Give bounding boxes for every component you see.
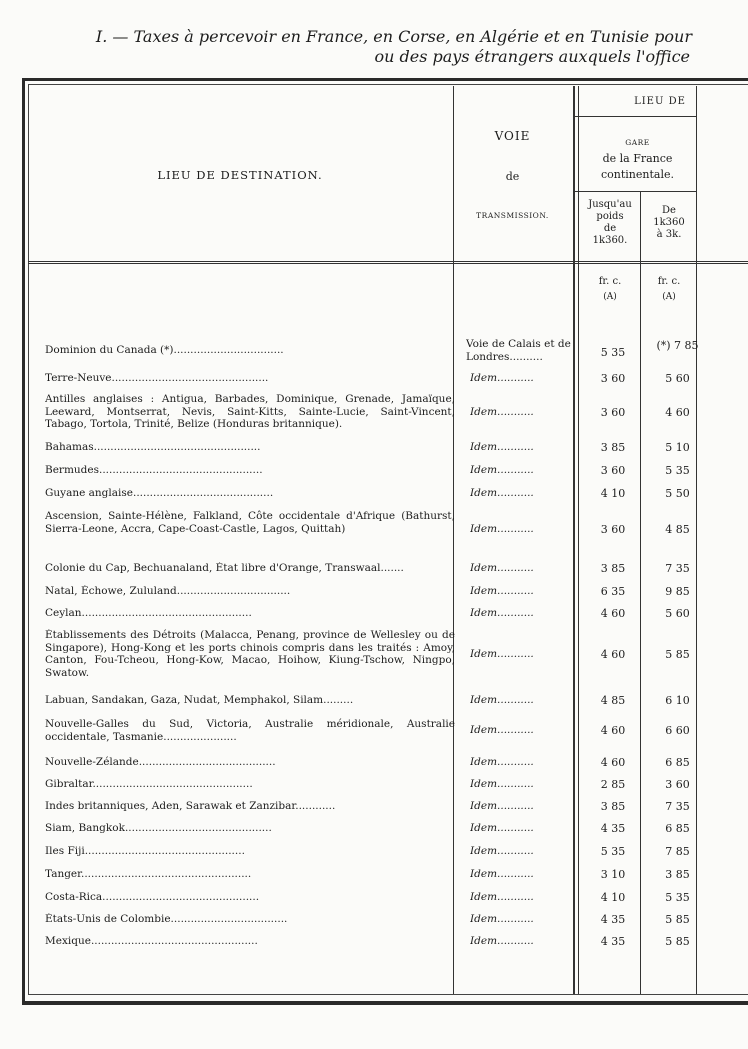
header-voie: VOIE — [494, 129, 531, 143]
rate-cell-1k360-to-3k: 5 85 — [665, 913, 690, 926]
header-de: de — [505, 170, 520, 183]
transmission-cell: Idem........... — [470, 372, 534, 384]
rate-cell-1k360-to-3k: 5 60 — [665, 607, 690, 620]
unit-label-col1: fr. c. — [598, 276, 622, 287]
note-label-col2: (A) — [662, 292, 676, 302]
subheader-text: De — [662, 205, 676, 216]
transmission-cell: Voie de Calais et de Londres.......... — [466, 338, 571, 363]
rate-cell-up-to-1k360: 3 60 — [600, 405, 626, 419]
transmission-cell: Idem........... — [470, 913, 534, 925]
header-gare: GARE — [625, 138, 650, 147]
rate-cell-1k360-to-3k: 6 60 — [665, 724, 690, 738]
destination-cell: Tanger................................................... — [45, 868, 252, 880]
transmission-cell: Idem........... — [470, 522, 534, 535]
rate-cell-up-to-1k360: 3 60 — [600, 522, 626, 536]
rate-cell-up-to-1k360: 4 60 — [600, 756, 626, 769]
destination-cell: Mexique.................................................. — [45, 935, 258, 947]
destination-cell: Ascension, Sainte-Hélène, Falkland, Côte occidentale d'Afrique (Bathurst, Sierra-Leone, Accra, Cape-Coast-Castle, Lagos, Quittah) — [45, 510, 455, 535]
destination-cell: Costa-Rica............................................... — [45, 891, 260, 903]
header-transmission: TRANSMISSION. — [476, 211, 549, 220]
rate-cell-up-to-1k360: 3 60 — [600, 464, 626, 477]
destination-cell: Ceylan................................................... — [45, 607, 252, 619]
rate-cell-1k360-to-3k: 5 60 — [665, 372, 690, 385]
transmission-cell: Idem........... — [470, 562, 534, 574]
destination-cell: Nouvelle-Zélande......................................... — [45, 756, 276, 768]
rate-cell-1k360-to-3k: 3 60 — [665, 778, 690, 791]
destination-cell: Établissements des Détroits (Malacca, Penang, province de Wellesley ou de Singapore), Hong-Kong et les ports chinois compris dans les traités : Amoy, Canton, Fou-Tcheou, Hong-Kow, Macao, Hoihow, Kiung-Tschow, Ningpo, Swatow. — [45, 629, 455, 679]
rate-cell-up-to-1k360: 4 60 — [600, 647, 626, 661]
destination-cell: Natal, Échowe, Zululand.................................. — [45, 585, 291, 597]
destination-cell: Colonie du Cap, Bechuanaland, État libre d'Orange, Transwaal....... — [45, 562, 404, 574]
note-label-col1: (A) — [603, 292, 617, 302]
rate-cell-up-to-1k360: 3 85 — [600, 562, 626, 575]
column-divider — [573, 86, 575, 994]
destination-cell: Antilles anglaises : Antigua, Barbades, Dominique, Grenade, Jamaïque, Leeward, Montserrat, Nevis, Saint-Kitts, Sainte-Lucie, Saint-Vincent, Tabago, Tortola, Trinité, Belize (Honduras britannique). — [45, 393, 455, 430]
rate-cell-up-to-1k360: 4 10 — [600, 891, 626, 904]
header-bottom-rule — [28, 261, 748, 264]
destination-cell: Gibraltar................................................ — [45, 778, 253, 790]
table-title-line1: I. — Taxes à percevoir en France, en Corse, en Algérie et en Tunisie pour — [95, 27, 692, 46]
unit-label-col2: fr. c. — [657, 276, 681, 287]
rate-cell-1k360-to-3k: 5 85 — [665, 935, 690, 948]
transmission-cell: Idem........... — [470, 585, 534, 597]
subheader-weight-range — [642, 205, 696, 241]
destination-cell: Labuan, Sandakan, Gaza, Nudat, Memphakol, Silam......... — [45, 694, 354, 706]
subheader-text: à 3k. — [656, 229, 682, 240]
rate-cell-up-to-1k360: 5 35 — [600, 346, 626, 359]
subheader-text: poids — [596, 211, 624, 222]
destination-cell: Indes britanniques, Aden, Sarawak et Zanzibar............ — [45, 800, 336, 812]
rate-cell-up-to-1k360: 3 85 — [600, 800, 626, 813]
rate-cell-1k360-to-3k: 7 85 — [665, 845, 690, 858]
rate-cell-up-to-1k360: 3 10 — [600, 868, 626, 881]
rate-cell-1k360-to-3k: 5 85 — [665, 647, 690, 661]
destination-cell: Bermudes................................................. — [45, 464, 263, 476]
rate-cell-1k360-to-3k: 5 35 — [665, 891, 690, 904]
rate-cell-up-to-1k360: 4 35 — [600, 935, 626, 948]
transmission-cell: Idem........... — [470, 724, 534, 737]
subheader-text: 1k360. — [592, 235, 628, 246]
rate-cell-up-to-1k360: 2 85 — [600, 778, 626, 791]
destination-cell: Terre-Neuve............................................... — [45, 372, 269, 384]
rate-cell-1k360-to-3k: 4 85 — [665, 522, 690, 536]
subheader-text: 1k360 — [653, 217, 685, 228]
destination-cell: Nouvelle-Galles du Sud, Victoria, Australie méridionale, Australie occidentale, Tasmanie...................... — [45, 718, 455, 743]
subheader-text: Jusqu'au — [588, 199, 632, 210]
rate-cell-up-to-1k360: 4 60 — [600, 724, 626, 738]
rate-cell-up-to-1k360: 4 35 — [600, 913, 626, 926]
rate-cell-up-to-1k360: 4 85 — [600, 694, 626, 707]
transmission-cell: Idem........... — [470, 778, 534, 790]
header-gare-line2: de la France — [602, 152, 673, 165]
rate-cell-up-to-1k360: 3 60 — [600, 372, 626, 385]
destination-cell: Bahamas.................................................. — [45, 441, 261, 453]
header-gare-line3: continentale. — [601, 168, 674, 181]
transmission-cell: Idem........... — [470, 464, 534, 476]
rate-cell-1k360-to-3k: 9 85 — [665, 585, 690, 598]
table-title-line2: ou des pays étrangers auxquels l'office — [374, 47, 690, 66]
rate-cell-1k360-to-3k: 6 85 — [665, 822, 690, 835]
header-destination: LIEU DE DESTINATION. — [157, 168, 323, 182]
destination-cell: Guyane anglaise.......................................... — [45, 487, 274, 499]
rate-cell-1k360-to-3k: 7 35 — [665, 800, 690, 813]
rate-cell-1k360-to-3k: 7 35 — [665, 562, 690, 575]
transmission-cell: Idem........... — [470, 694, 534, 706]
transmission-cell: Idem........... — [470, 800, 534, 812]
transmission-cell: Idem........... — [470, 405, 534, 418]
subheader-up-to-weight — [580, 199, 640, 247]
transmission-cell: Idem........... — [470, 891, 534, 903]
header-rule — [575, 191, 697, 192]
destination-cell: États-Unis de Colombie................................... — [45, 913, 288, 925]
rate-cell-up-to-1k360: 5 35 — [600, 845, 626, 858]
rate-cell-1k360-to-3k: 5 50 — [665, 487, 690, 500]
column-divider — [453, 86, 454, 994]
header-rule — [575, 116, 697, 117]
transmission-cell: Idem........... — [470, 845, 534, 857]
rate-cell-up-to-1k360: 4 60 — [600, 607, 626, 620]
subheader-text: de — [603, 223, 617, 234]
rate-cell-1k360-to-3k: 5 35 — [665, 464, 690, 477]
transmission-cell: Idem........... — [470, 935, 534, 947]
rate-cell-up-to-1k360: 3 85 — [600, 441, 626, 454]
transmission-cell: Idem........... — [470, 647, 534, 660]
rate-cell-up-to-1k360: 4 10 — [600, 487, 626, 500]
rate-cell-1k360-to-3k: 3 85 — [665, 868, 690, 881]
rate-cell-1k360-to-3k: (*) 7 85 — [656, 339, 699, 352]
destination-cell: Siam, Bangkok............................................ — [45, 822, 272, 834]
rate-cell-up-to-1k360: 6 35 — [600, 585, 626, 598]
column-divider — [578, 86, 579, 994]
destination-cell: Iles Fiji................................................ — [45, 845, 245, 857]
transmission-cell: Idem........... — [470, 756, 534, 768]
rate-cell-1k360-to-3k: 6 85 — [665, 756, 690, 769]
transmission-cell: Idem........... — [470, 868, 534, 880]
transmission-cell: Idem........... — [470, 607, 534, 619]
transmission-cell: Idem........... — [470, 822, 534, 834]
rate-cell-1k360-to-3k: 5 10 — [665, 441, 690, 454]
rate-cell-1k360-to-3k: 4 60 — [665, 405, 690, 419]
destination-cell: Dominion du Canada (*)................................. — [45, 344, 284, 356]
rate-cell-1k360-to-3k: 6 10 — [665, 694, 690, 707]
header-lieu-de: LIEU DE — [634, 96, 686, 107]
transmission-cell: Idem........... — [470, 441, 534, 453]
transmission-cell: Idem........... — [470, 487, 534, 499]
rate-cell-up-to-1k360: 4 35 — [600, 822, 626, 835]
